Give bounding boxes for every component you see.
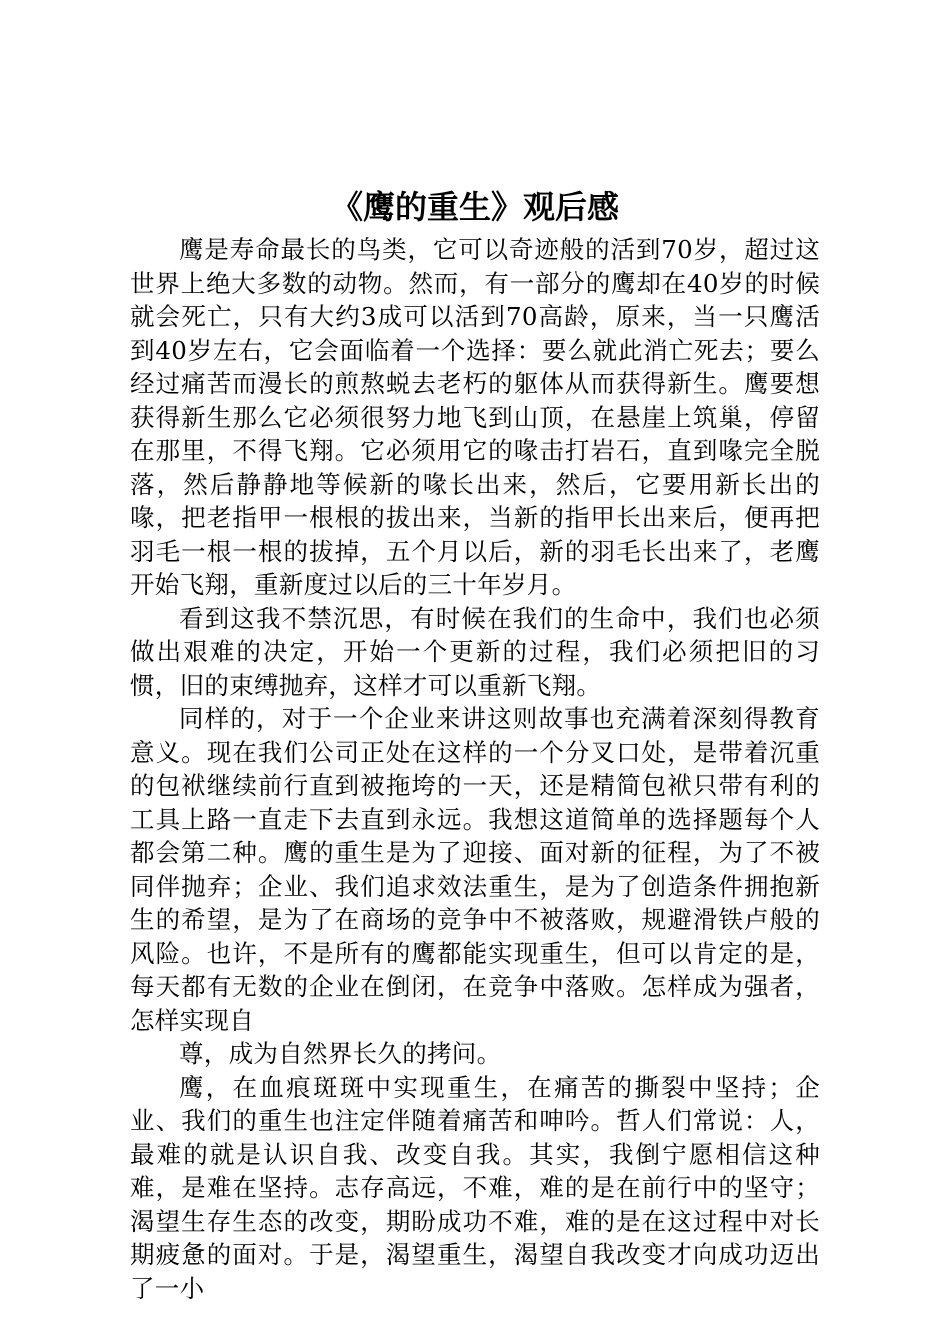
paragraph-eagle-story: 鹰是寿命最长的鸟类，它可以奇迹般的活到70岁，超过这世界上绝大多数的动物。然而，有一部分的鹰却在40岁的时候就会死亡，只有大约3成可以活到70高龄，原来，当一只鹰活到40岁左右，它会面临着一个选择：要么就此消亡死去；要么经过痛苦而漫长的煎熬蜕去老朽的躯体从而获得新生。鹰要想获得新生那么它必须很努力地飞到山顶，在悬崖上筑巢，停留在那里，不得飞翔。它必须用它的喙击打岩石，直到喙完全脱落，然后静静地等候新的喙长出来，然后，它要用新长出的喙，把老指甲一根根的拔出来，当新的指甲长出来后，便再把羽毛一根一根的拔掉，五个月以后，新的羽毛长出来了，老鹰开始飞翔，重新度过以后的三十年岁月。 bbox=[130, 235, 820, 599]
paragraph-persistence: 鹰，在血痕斑斑中实现重生，在痛苦的撕裂中坚持；企业、我们的重生也注定伴随着痛苦和呻吟。哲人们常说：人，最难的就是认识自我、改变自我。其实，我倒宁愿相信这种难，是难在坚持。志存高远，不难，难的是在前行中的坚守；渴望生存生态的改变，期盼成功不难，难的是在这过程中对长期疲惫的面对。于是，渴望重生，渴望自我改变才向成功迈出了一小 bbox=[130, 1072, 820, 1303]
paragraph-continuation: 尊，成为自然界长久的拷问。 bbox=[179, 1039, 502, 1068]
document-body bbox=[130, 233, 820, 1305]
paragraph-enterprise: 同样的，对于一个企业来讲这则故事也充满着深刻得教育意义。现在我们公司正处在这样的一个分叉口处，是带着沉重的包袱继续前行直到被拖垮的一天，还是精简包袱只带有利的工具上路一直走下去直到永远。我想这道简单的选择题每个人都会第二种。鹰的重生是为了迎接、面对新的征程，为了不被同伴抛弃；企业、我们追求效法重生，是为了创造条件拥抱新生的希望，是为了在商场的竞争中不被落败，规避滑铁卢般的风险。也许，不是所有的鹰都能实现重生，但可以肯定的是，每天都有无数的企业在倒闭，在竞争中落败。怎样成为强者，怎样实现自 bbox=[130, 704, 820, 1035]
document-title: 《鹰的重生》观后感 bbox=[330, 188, 619, 226]
paragraph-reflection: 看到这我不禁沉思，有时候在我们的生命中，我们也必须做出艰难的决定，开始一个更新的过程，我们必须把旧的习惯，旧的束缚抛弃，这样才可以重新飞翔。 bbox=[130, 603, 820, 700]
